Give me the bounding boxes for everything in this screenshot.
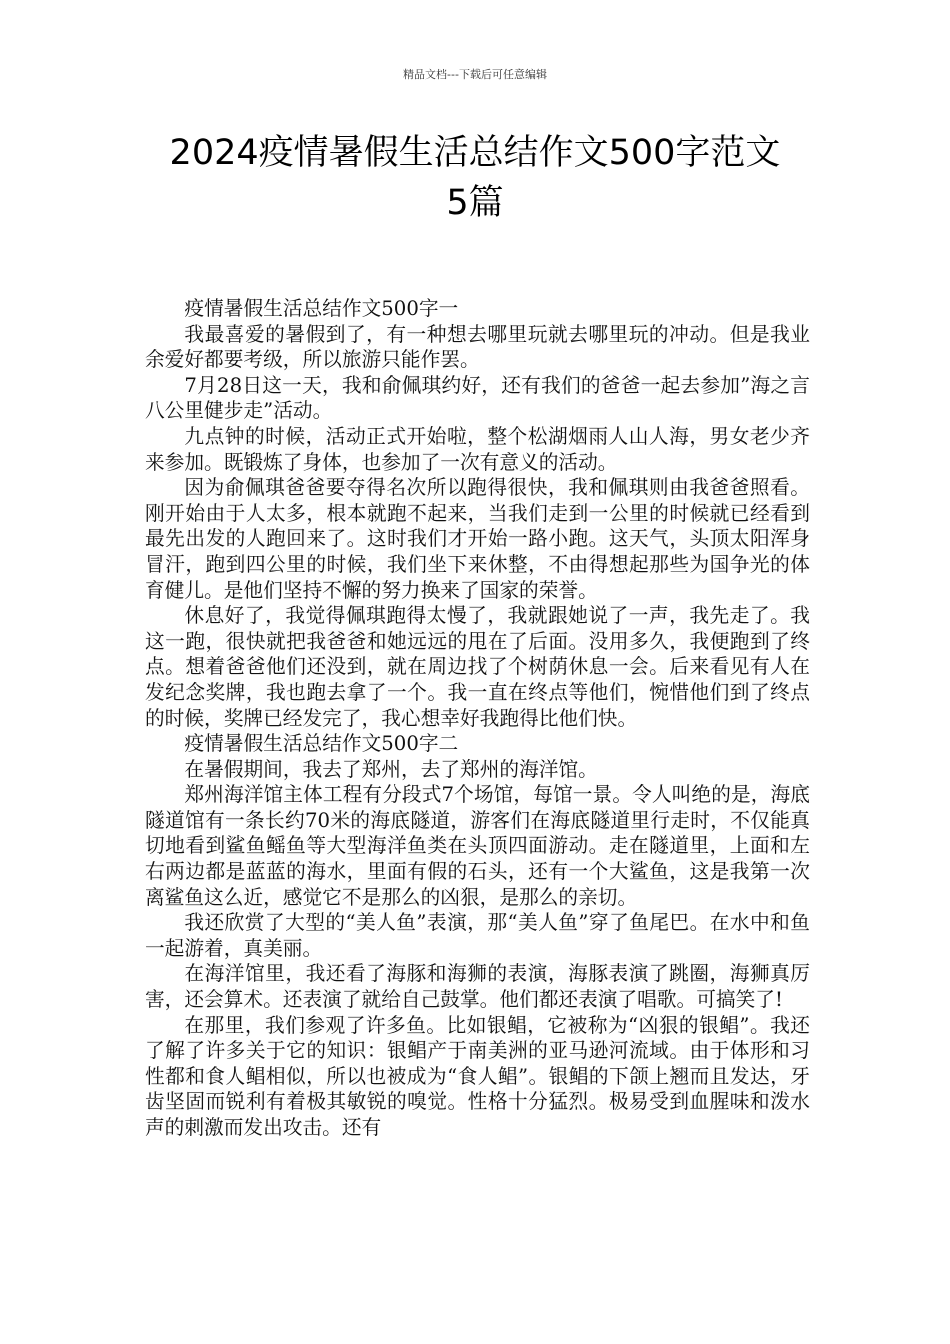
paragraph: 我最喜爱的暑假到了，有一种想去哪里玩就去哪里玩的冲动。但是我业余爱好都要考级，所以旅游只能作罢。 bbox=[145, 322, 810, 372]
paragraph: 在海洋馆里，我还看了海豚和海狮的表演，海豚表演了跳圈，海狮真厉害，还会算术。还表演了就给自己鼓掌。他们都还表演了唱歌。可搞笑了! bbox=[145, 962, 810, 1012]
document-body bbox=[145, 296, 810, 1141]
paragraph: 郑州海洋馆主体工程有分段式7个场馆，每馆一景。令人叫绝的是，海底隧道馆有一条长约70米的海底隧道，游客们在海底隧道里行走时，不仅能真切地看到鲨鱼鳐鱼等大型海洋鱼类在头顶四面游动。走在隧道里，上面和左右两边都是蓝蓝的海水，里面有假的石头，还有一个大鲨鱼，这是我第一次离鲨鱼这么近，感觉它不是那么的凶狠，是那么的亲切。 bbox=[145, 783, 810, 909]
paragraph: 九点钟的时候，活动正式开始啦，整个松湖烟雨人山人海，男女老少齐来参加。既锻炼了身体，也参加了一次有意义的活动。 bbox=[145, 424, 810, 474]
paragraph: 在那里，我们参观了许多鱼。比如银鲳，它被称为“凶狠的银鲳”。我还了解了许多关于它的知识：银鲳产于南美洲的亚马逊河流域。由于体形和习性都和食人鲳相似，所以也被成为“食人鲳”。银鲳的下颌上翘而且发达，牙齿坚固而锐利有着极其敏锐的嗅觉。性格十分猛烈。极易受到血腥味和泼水声的刺激而发出攻击。还有 bbox=[145, 1013, 810, 1139]
page-header: 精品文档---下载后可任意编辑 bbox=[403, 68, 547, 81]
section-heading-2: 疫情暑假生活总结作文500字二 bbox=[184, 732, 459, 756]
title-line-2: 5篇 bbox=[446, 183, 504, 223]
section-heading-1: 疫情暑假生活总结作文500字一 bbox=[184, 297, 459, 320]
document-title bbox=[100, 128, 850, 228]
paragraph: 我还欣赏了大型的“美人鱼”表演，那“美人鱼”穿了鱼尾巴。在水中和鱼一起游着，真美丽。 bbox=[145, 911, 810, 960]
paragraph: 7月28日这一天，我和俞佩琪约好，还有我们的爸爸一起去参加”海之言八公里健步走”活动。 bbox=[145, 373, 810, 423]
title-line-1: 2024疫情暑假生活总结作文500字范文 bbox=[169, 133, 781, 173]
paragraph: 休息好了，我觉得佩琪跑得太慢了，我就跟她说了一声，我先走了。我这一跑，很快就把我爸爸和她远远的甩在了后面。没用多久，我便跑到了终点。想着爸爸他们还没到，就在周边找了个树荫休息一会。后来看见有人在发纪念奖牌，我也跑去拿了一个。我一直在终点等他们，惋惜他们到了终点的时候，奖牌已经发完了，我心想幸好我跑得比他们快。 bbox=[145, 604, 810, 730]
paragraph: 因为俞佩琪爸爸要夺得名次所以跑得很快，我和佩琪则由我爸爸照看。刚开始由于人太多，根本就跑不起来，当我们走到一公里的时候就已经看到最先出发的人跑回来了。这时我们才开始一路小跑。这天气，头顶太阳浑身冒汗，跑到四公里的时候，我们坐下来休整，不由得想起那些为国争光的体育健儿。是他们坚持不懈的努力换来了国家的荣誉。 bbox=[145, 476, 810, 602]
paragraph: 在暑假期间，我去了郑州，去了郑州的海洋馆。 bbox=[184, 757, 598, 781]
